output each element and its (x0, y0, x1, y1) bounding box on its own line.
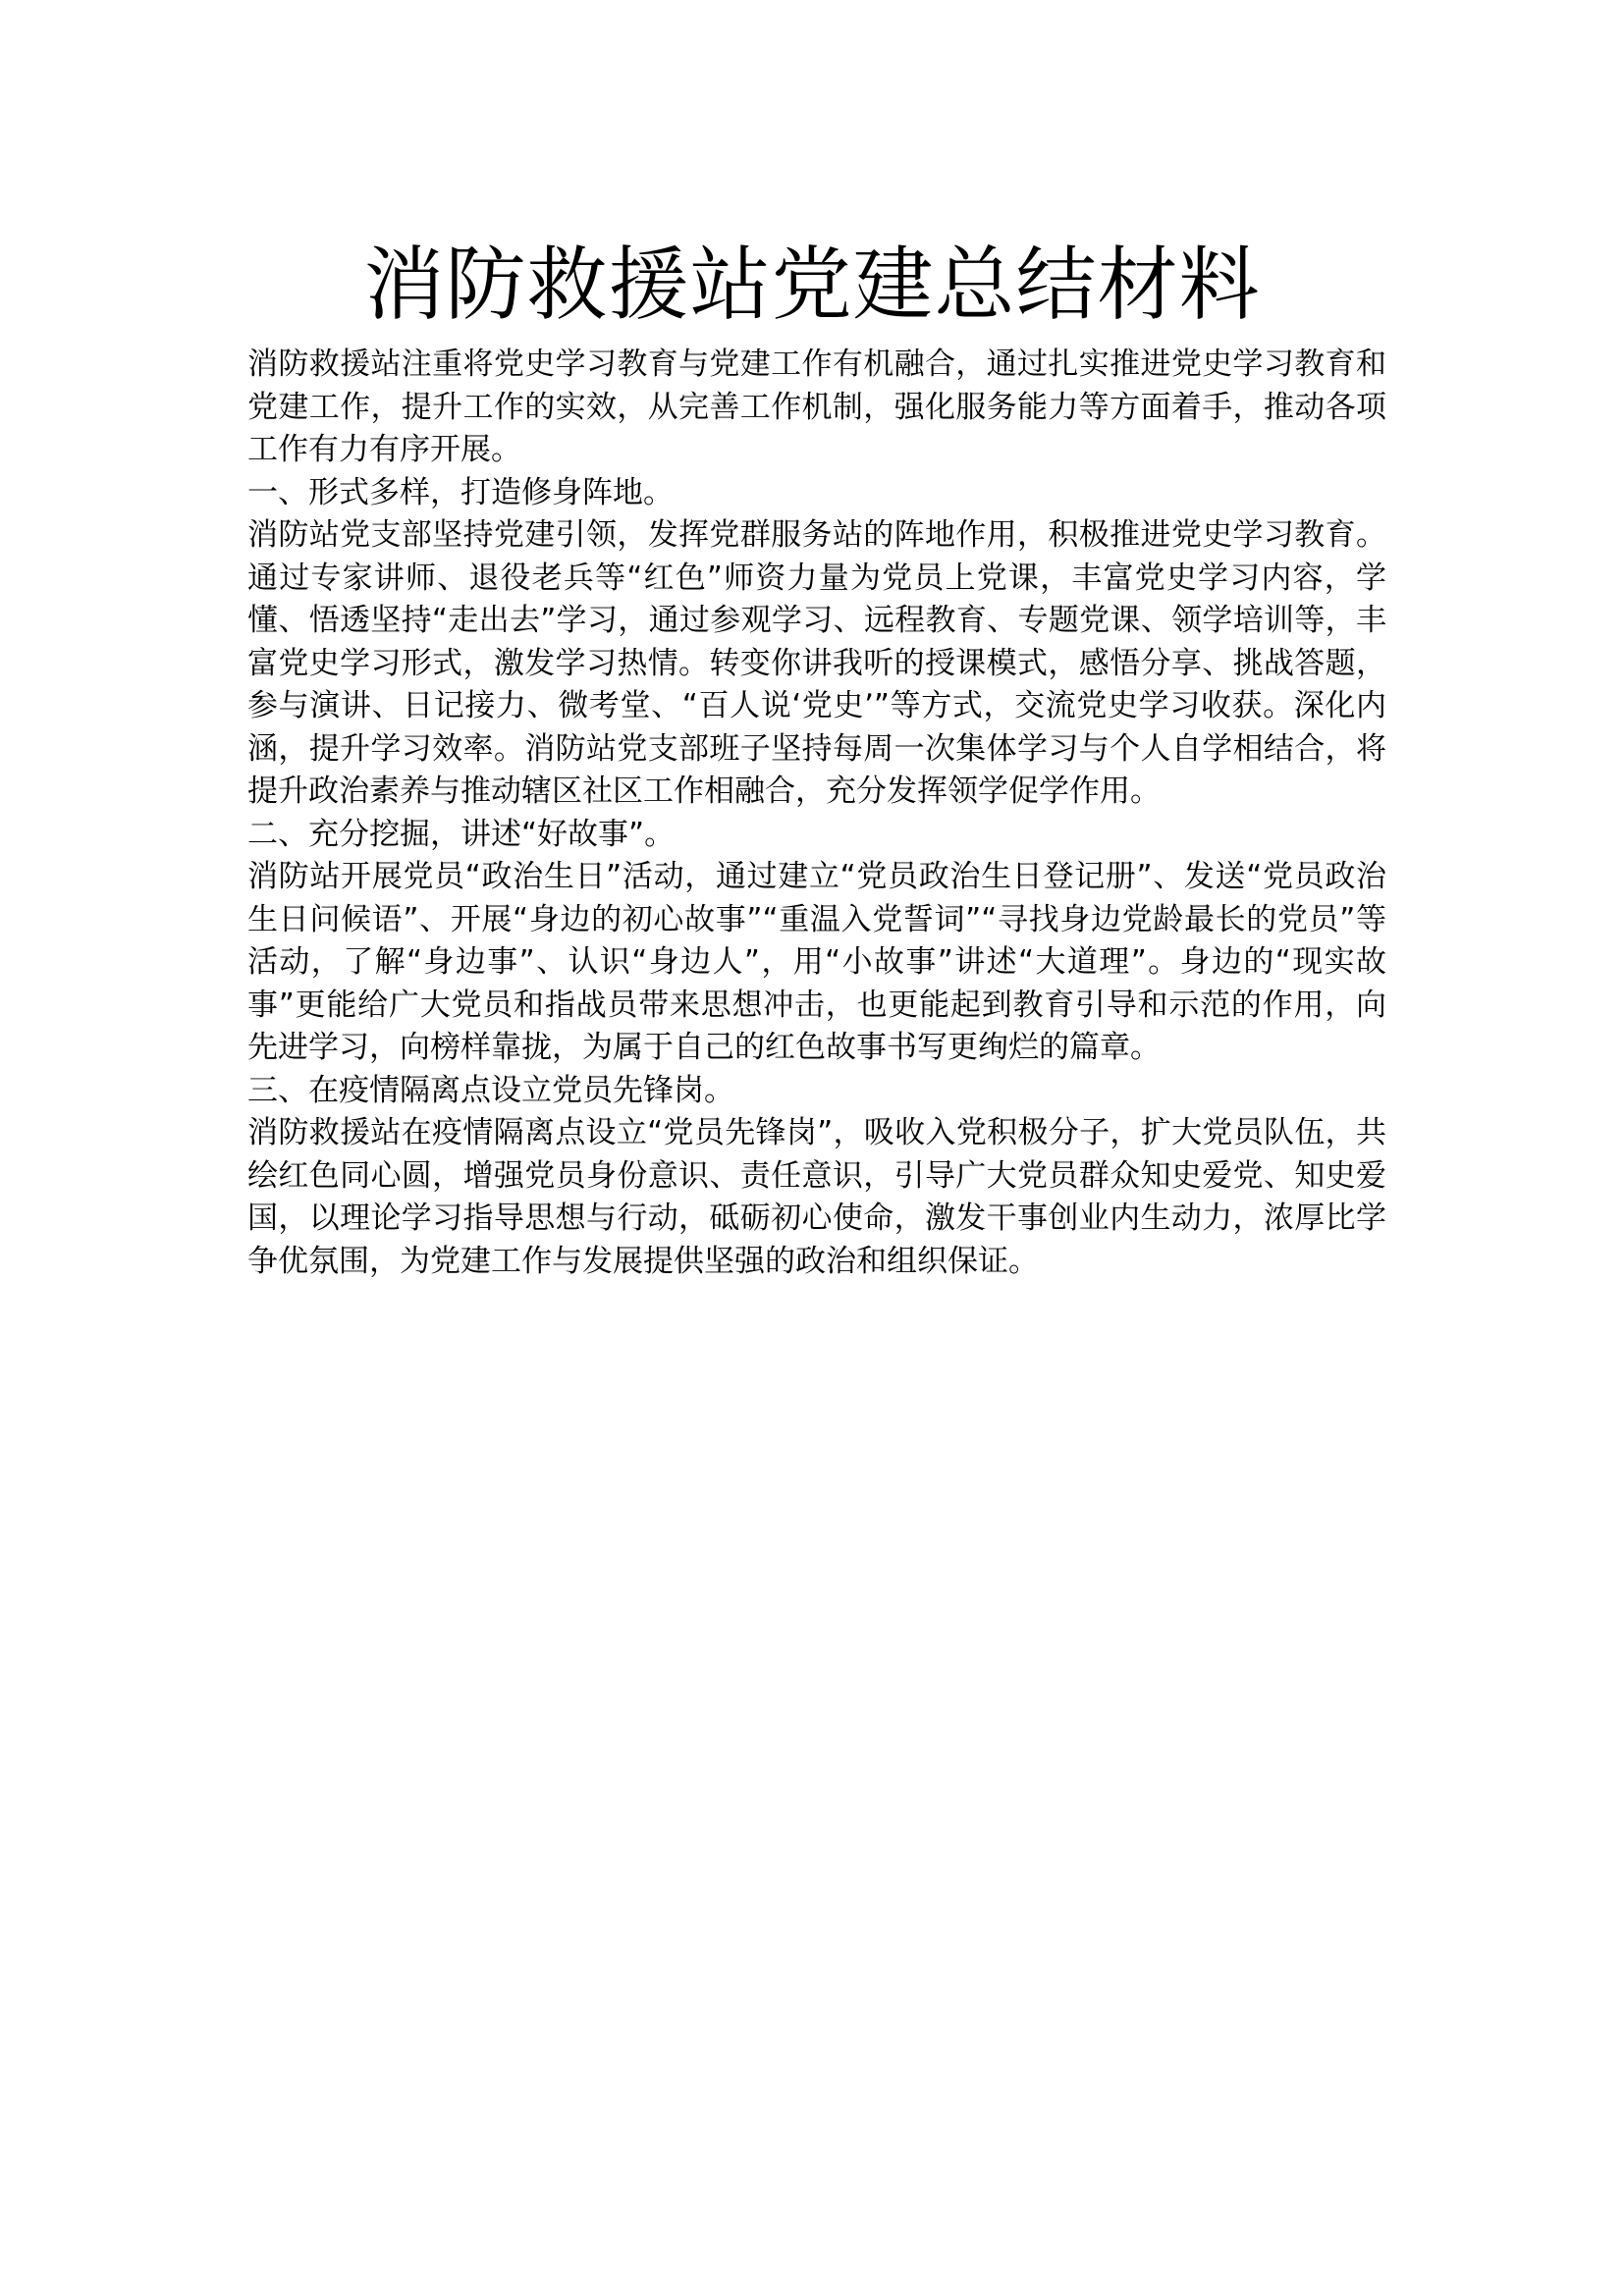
section-heading-3: 三、在疫情隔离点设立党员先锋岗。 (247, 1072, 734, 1108)
document-title: 消防救援站党建总结材料 (363, 239, 1261, 332)
section-heading-2: 二、充分挖掘，讲述“好故事”。 (247, 816, 676, 852)
section-heading-1: 一、形式多样，打造修身阵地。 (247, 474, 674, 510)
section-3-paragraph: 消防救援站在疫情隔离点设立“党员先锋岗”，吸收入党积极分子，扩大党员队伍，共绘红色同心圆，增强党员身份意识、责任意识，引导广大党员群众知史爱党、知史爱国，以理论学习指导思想与行动，砥砺初心使命，激发干事创业内生动力，浓厚比学争优氛围，为党建工作与发展提供坚强的政治和组织保证。 (247, 1115, 1386, 1279)
intro-paragraph: 消防救援站注重将党史学习教育与党建工作有机融合，通过扎实推进党史学习教育和党建工作，提升工作的实效，从完善工作机制，强化服务能力等方面着手，推动各项工作有力有序开展。 (247, 347, 1386, 467)
section-1-paragraph: 消防站党支部坚持党建引领，发挥党群服务站的阵地作用，积极推进党史学习教育。通过专家讲师、退役老兵等“红色”师资力量为党员上党课，丰富党史学习内容，学懂、悟透坚持“走出去”学习，通过参观学习、远程教育、专题党课、领学培训等，丰富党史学习形式，激发学习热情。转变你讲我听的授课模式，感悟分享、挑战答题，参与演讲、日记接力、微考堂、“百人说‘党史’”等方式，交流党史学习收获。深化内涵，提升学习效率。消防站党支部班子坚持每周一次集体学习与个人自学相结合，将提升政治素养与推动辖区社区工作相融合，充分发挥领学促学作用。 (247, 517, 1386, 809)
document-body (247, 344, 1386, 1283)
section-2-paragraph: 消防站开展党员“政治生日”活动，通过建立“党员政治生日登记册”、发送“党员政治生日问候语”、开展“身边的初心故事”“重温入党誓词”“寻找身边党龄最长的党员”等活动，了解“身边事”、认识“身边人”，用“小故事”讲述“大道理”。身边的“现实故事”更能给广大党员和指战员带来思想冲击，也更能起到教育引导和示范的作用，向先进学习，向榜样靠拢，为属于自己的红色故事书写更绚烂的篇章。 (247, 859, 1386, 1065)
